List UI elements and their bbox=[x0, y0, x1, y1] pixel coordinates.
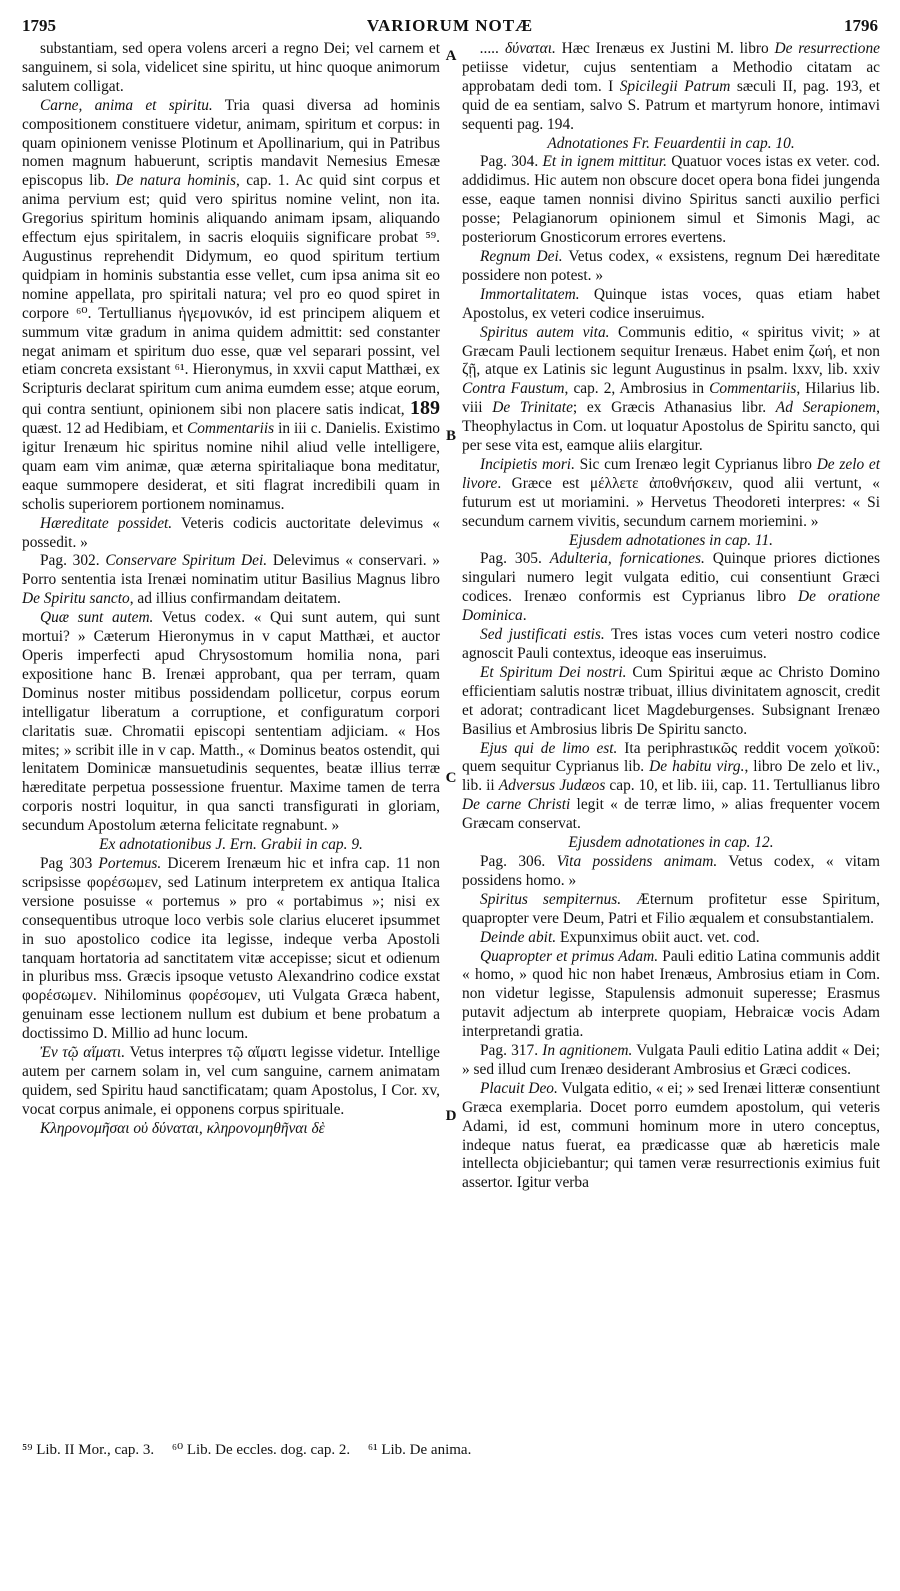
lemma: Portemus. bbox=[98, 854, 162, 872]
footnotes bbox=[22, 1440, 878, 1459]
lemma: Quapropter et primus Adam. bbox=[480, 947, 659, 965]
lemma: Conservare Spiritum Dei. bbox=[105, 552, 268, 570]
marker-a: A bbox=[445, 48, 457, 64]
paragraph: Spiritus autem vita. Communis editio, « spiritus vivit; » at Græcam Pauli lectionem sequitur Irenæus. Habet enim ζωή, et non ζῇ, atque ex Latinis sic legunt Augustinus in psalm. lxxv, lib. xxiv Contra Faustum, cap. 2, Ambrosius in Commentariis, Hilarius lib. viii De Trinitate; ex Græcis Athanasius libr. Ad Serapionem, Theophylactus in Com. ut loquatur Apostolus de Spiritu sancto, qui per sese vita est, eamque aliis elargitur. bbox=[462, 323, 880, 455]
paragraph: Quapropter et primus Adam. Pauli editio Latina communis addit « homo, » quod hic non habet Irenæus, Ambrosius etiam in Com. non videtur legisse, Stapulensis admonuit superesse; Erasmus putavit adjectum ab interprete quopiam, Hebraicæ vocis Adam interpretandi gratia. bbox=[462, 947, 881, 1041]
paragraph: Pag. 306. Vita possidens animam. Vetus codex, « vitam possidens homo. » bbox=[462, 852, 881, 889]
paragraph: Et Spiritum Dei nostri. Cum Spiritui æque ac Christo Domino efficientiam salutis nostræ tribuat, illius divinitatem agnoscit, credit et adorat; contradicant licet Magdeburgenses. Subsignant Irenæo Basilius et Ambrosius libris De Spiritu sancto. bbox=[462, 663, 880, 738]
lemma: Et in ignem mittitur. bbox=[542, 153, 667, 171]
lemma: Deinde abit. bbox=[480, 928, 557, 946]
marker-d: D bbox=[445, 1108, 457, 1124]
lemma: Ejus qui de limo est. bbox=[480, 739, 618, 757]
footnote: ⁵⁹ Lib. II Mor., cap. 3. bbox=[22, 1442, 155, 1458]
running-title: VARIORUM NOTÆ bbox=[366, 16, 534, 35]
lemma: Ἐν τῷ αἵματι. bbox=[40, 1044, 126, 1062]
left-column bbox=[22, 40, 440, 1139]
column-number: 189 bbox=[410, 397, 440, 420]
lemma: Quæ sunt autem. bbox=[40, 609, 154, 627]
paragraph: Pag. 317. In agnitionem. Vulgata Pauli editio Latina addit « Dei; » sed illud cum Irenæo desiderant Ambrosius et Græci codices. bbox=[462, 1042, 880, 1078]
lemma: Sed justificati estis. bbox=[480, 626, 605, 644]
lemma: In agnitionem. bbox=[542, 1042, 633, 1060]
paragraph: Pag. 304. Et in ignem mittitur. Quatuor voces istas ex veter. cod. addidimus. Hic autem non obscure docet opera bona fidei jungenda esse, eaque tamen nonnisi divino Spiritus sancti auxilio perfici posse; Pelagianorum opinionem simul et Simonis Magi, ac posteriorum Gnosticorum errores evertens. bbox=[462, 153, 880, 247]
lemma: Placuit Deo. bbox=[480, 1079, 558, 1097]
right-column bbox=[462, 40, 880, 1193]
lemma: ..... δύναται. bbox=[480, 40, 556, 57]
paragraph: Ἐν τῷ αἵματι. Vetus interpres τῷ αἵματι legisse videtur. Intellige autem per carnem solam in, vel cum sanguine, carnem animatam quidem, sed Spiritu haud sanctificatam; quam Apostolus, I Cor. xv, vocat corpus animale, ei opponens corpus spirituale. bbox=[22, 1044, 440, 1118]
paragraph: Hæreditate possidet. Veteris codicis auctoritate delevimus « possedit. » bbox=[22, 514, 440, 551]
paragraph: Incipietis mori. Sic cum Irenæo legit Cyprianus libro De zelo et livore. Græce est μέλλετε ἀποθνήσκειν, quod alii vertunt, « futurum est ut moriamini. » Hervetus Theodoreti interpres: « Si secundum carnem vivitis, secundum carnem moriemini. » bbox=[462, 455, 881, 530]
column-markers bbox=[440, 0, 462, 1591]
paragraph: Immortalitatem. Quinque istas voces, quas etiam habet Apostolus, ex veteri codice inseruimus. bbox=[462, 285, 880, 322]
lemma: Vita possidens animam. bbox=[556, 852, 718, 870]
paragraph: Placuit Deo. Vulgata editio, « ei; » sed Irenæi litteræ consentiunt Græca exemplaria. Docet porro eumdem apostolum, qui veteris Adami, id est, communi hominum more in utero conceptus, indeque natus fuerat, ea prædicasse quæ ab hæreticis male intellecta objiciebantur; qui tamen veræ resurrectionis eximius fuit assertor. Igitur verba bbox=[462, 1079, 880, 1192]
lemma: Et Spiritum Dei nostri. bbox=[480, 663, 627, 681]
paragraph: Pag. 302. Conservare Spiritum Dei. Delevimus « conservari. » Porro sententia ista Irenæi nominatim utitur Basilius Magnus libro De Spiritu sancto, ad illius confirmandam deitatem. bbox=[22, 552, 440, 608]
paragraph: Deinde abit. Expunximus obiit auct. vet. cod. bbox=[480, 928, 760, 946]
paragraph: substantiam, sed opera volens arceri a regno Dei; vel carnem et sanguinem, si sola, videlicet sine spiritu, ut hinc quoque animorum salutem colligat. bbox=[22, 40, 440, 95]
lemma: Adulteria, fornicationes. bbox=[549, 550, 705, 568]
footnote: ⁶⁰ Lib. De eccles. dog. cap. 2. bbox=[171, 1442, 351, 1458]
lemma: Spiritus sempiternus. bbox=[480, 890, 622, 908]
paragraph: Ejus qui de limo est. Ita periphrastικῶς reddit vocem χοϊκοῦ: quem sequitur Cyprianus lib. De habitu virg., libro De zelo et liv., lib. ii Adversus Judæos cap. 10, et lib. iii, cap. 11. Tertullianus libro De carne Christi legit « de terræ limo, » alias frequenter vocem Græcam conservat. bbox=[462, 739, 881, 833]
paragraph: Pag 303 Portemus. Dicerem Irenæum hic et infra cap. 11 non scripsisse φορέσωμεν, sed Latinum interpretem ex antiqua Italica versione posuisse « portemus » pro « portabimus »; nisi ex consequentibus utroque loco verbis sole clarius eluceret ipsummet in suo apostolico codice ita legisse, indeque verba Apostoli tanquam hortatoria ad sanctitatem vitæ accepisse; sicut et odienum in pluribus mss. Græcis ipsoque vetusto Alexandrino codice exstat φορέσωμεν. Nihilominus φορέσομεν, uti Vulgata Græca habent, genuinam esse lectionem nullum est dubium et bene probatum a doctissimo D. Millio ad hunc locum. bbox=[22, 854, 440, 1043]
paragraph: Sed justificati estis. Tres istas voces cum veteri nostro codice agnoscit Pauli contextus, ideoque eas inseruimus. bbox=[462, 626, 880, 662]
lemma: Hæreditate possidet. bbox=[40, 514, 173, 532]
section-heading: Ex adnotationibus J. Ern. Grabii in cap. 9. bbox=[99, 836, 363, 854]
lemma: Immortalitatem. bbox=[480, 285, 580, 303]
lemma: Spiritus autem vita. bbox=[480, 323, 610, 341]
paragraph: Spiritus sempiternus. Æternum profitetur esse Spiritum, quapropter vere Deum, Patri et Filio æqualem et consubstantialem. bbox=[462, 890, 880, 927]
lemma: Incipietis mori. bbox=[480, 455, 575, 473]
lemma: Regnum Dei. bbox=[480, 247, 563, 265]
paragraph: Pag. 305. Adulteria, fornicationes. Quinque priores dictiones singulari numero legit vulgata editio, cui consentiunt Græci codices. Irenæo conformis est Cyprianus libro De oratione Dominica. bbox=[462, 550, 880, 625]
paragraph: Quæ sunt autem. Vetus codex. « Qui sunt autem, qui sunt mortui? » Cæterum Hieronymus in v caput Matthæi, et auctor Operis imperfecti apud Chrysostomum homilia nona, pari expositione hanc B. Irenæi approbant, qua per terram, quam Dominus noster mitibus possidendam pollicetur, corpus eorum intelligatur liberatum a corruptione, et configuratum corpori claritatis suæ. Chromatii episcopi sententiam adjiciam. « Hos mites; » scribit ille in v cap. Matth., « Dominus beatos ostendit, qui lenitatem Dominicæ mansuetudinis sequentes, beatæ illius terræ hæreditate perpetua possessione fruentur. Maxime tamen de terra corporis nostri loquitur, in qua sancti transfigurati in gloriam, secundum Apostolum æterna felicitate regnabunt. » bbox=[22, 609, 440, 835]
section-heading: Ejusdem adnotationes in cap. 11. bbox=[568, 531, 774, 549]
right-page-number: 1796 bbox=[844, 16, 878, 35]
section-heading: Ejusdem adnotationes in cap. 12. bbox=[568, 834, 774, 852]
marker-b: B bbox=[445, 428, 456, 444]
paragraph: ..... δύναται. Hæc Irenæus ex Justini M. libro De resurrectione petiisse videtur, cujus sententiam a Methodio citatam ac approbatam dedi tom. I Spicilegii Patrum sæculi II, pag. 193, et quid de ea sentiam, salvo S. Patrum et martyrum honore, intimavi sequenti pag. 194. bbox=[462, 40, 881, 133]
lemma: Carne, anima et spiritu. bbox=[40, 96, 213, 114]
paragraph: Κληρονομῆσαι οὐ δύναται, κληρονομηθῆναι δὲ bbox=[40, 1119, 325, 1137]
left-page-number: 1795 bbox=[22, 16, 56, 35]
footnote: ⁶¹ Lib. De anima. bbox=[367, 1442, 472, 1458]
paragraph: Carne, anima et spiritu. Tria quasi diversa ad hominis compositionem constituere videtur, animam, spiritum et corpus: in quam opinionem venisse Plotinum et Apollinarium, qui in Patribus nomen magnum habuerunt, scriptis mandavit Nemesius Emesæ episcopus lib. De natura hominis, cap. 1. Ac quid sint corpus et anima pervium est; quid vero spiritus nomine velint, non ita. Gregorius spiritum hominis aliquando animam ipsam, aliquando effectum ejus spiritalem, in sacris eloquiis significare probat ⁵⁹. Augustinus reprehendit Didymum, eo quod spiritum tertium quidpiam in hominis substantia esse vellet, cum ipsa anima sit eo nomine appellata, pro spiritali natura; vel pro eo quod spiret in corpore ⁶⁰. Tertullianus ἡγεμονικόν, id est principem aliquem et summum vitæ gradum in anima quidem admittit: sed constanter negat animam et spiritum duo esse, quæ vel separari possint, vel etiam concreta exsistant ⁶¹. Hieronymus, in xxvii caput Matthæi, ex Scripturis declarat spiritum cum anima eumdem esse; atque eorum, qui contra sentiunt, opinionem sibi non placere satis indicat, 189 quæst. 12 ad Hedibiam, et Commentariis in iii c. Danielis. Existimo igitur Irenæum hic spiritus nomine nihil aliud velle intelligere, quam eam vim animæ, quæ æterna spiritaliaque bona meditatur, eaque summopere desiderat, et siti flagrat incredibili quam in scholis superiorem portionem nominamus. bbox=[22, 96, 441, 513]
marker-c: C bbox=[445, 770, 457, 786]
paragraph: Regnum Dei. Vetus codex, « exsistens, regnum Dei hæreditate possidere non potest. » bbox=[462, 247, 881, 284]
section-heading: Adnotationes Fr. Feuardentii in cap. 10. bbox=[547, 134, 795, 152]
